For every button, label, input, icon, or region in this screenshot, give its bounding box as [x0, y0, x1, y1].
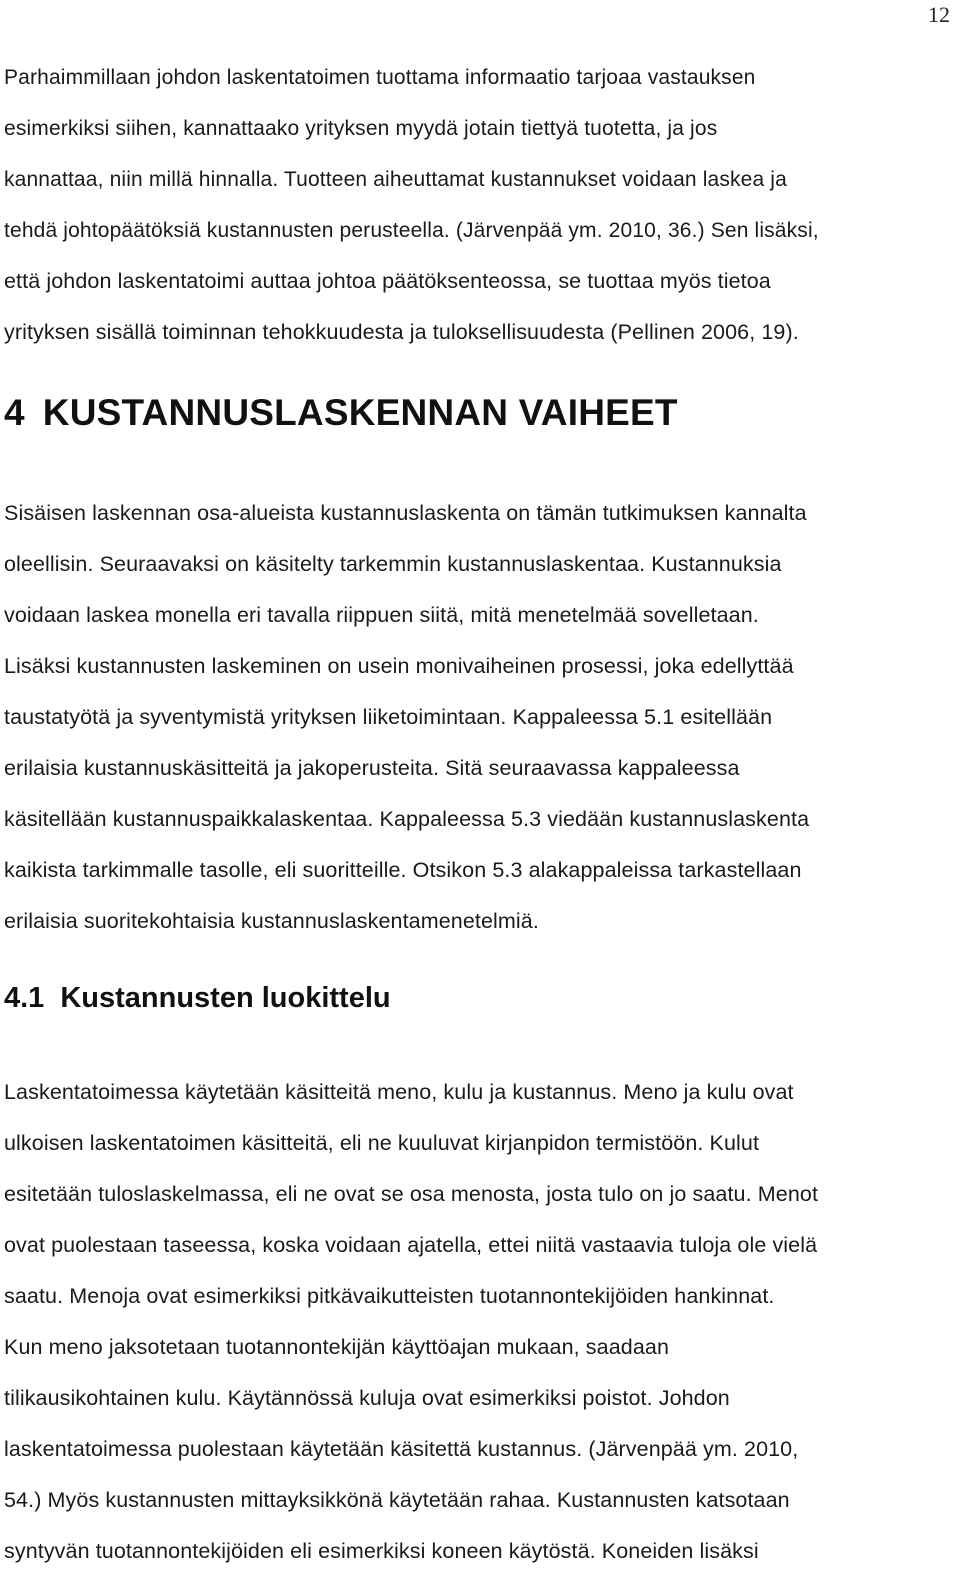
text-line: esitetään tuloslaskelmassa, eli ne ovat se osa menosta, josta tulo on jo saatu. Menot: [4, 1182, 819, 1206]
text-line: käsitellään kustannuspaikkalaskentaa. Kappaleessa 5.3 viedään kustannuslaskenta: [4, 807, 810, 831]
text-line: esimerkiksi siihen, kannattaako yrityksen myydä jotain tiettyä tuotetta, ja jos: [4, 117, 718, 140]
text-line: ovat puolestaan taseessa, koska voidaan ajatella, ettei niitä vastaavia tuloja ole vielä: [4, 1233, 818, 1257]
text-line: tilikausikohtainen kulu. Käytännössä kuluja ovat esimerkiksi poistot. Johdon: [4, 1386, 730, 1410]
text-line: kaikista tarkimmalle tasolle, eli suoritteille. Otsikon 5.3 alakappaleissa tarkastellaan: [4, 858, 802, 882]
text-line: Parhaimmillaan johdon laskentatoimen tuottama informaatio tarjoaa vastauksen: [4, 66, 756, 89]
text-line: saatu. Menoja ovat esimerkiksi pitkävaikutteisten tuotannontekijöiden hankinnat.: [4, 1284, 775, 1308]
text-line: syntyvän tuotannontekijöiden eli esimerkiksi koneen käytöstä. Koneiden lisäksi: [4, 1539, 759, 1563]
text-line: oleellisin. Seuraavaksi on käsitelty tarkemmin kustannuslaskentaa. Kustannuksia: [4, 552, 782, 576]
text-line: kannattaa, niin millä hinnalla. Tuotteen aiheuttamat kustannukset voidaan laskea ja: [4, 168, 787, 191]
text-line: tehdä johtopäätöksiä kustannusten perusteella. (Järvenpää ym. 2010, 36.) Sen lisäksi,: [4, 219, 819, 242]
text-line: että johdon laskentatoimi auttaa johtoa päätöksenteossa, se tuottaa myös tietoa: [4, 269, 771, 293]
subsection-heading: [4, 982, 391, 1015]
section-heading: [4, 392, 678, 434]
subsection-number: 4.1: [4, 982, 45, 1014]
text-line: erilaisia kustannuskäsitteitä ja jakoperusteita. Sitä seuraavassa kappaleessa: [4, 756, 740, 780]
text-line: taustatyötä ja syventymistä yrityksen liiketoimintaan. Kappaleessa 5.1 esitellään: [4, 705, 773, 729]
subsection-title: Kustannusten luokittelu: [60, 982, 391, 1014]
section-number: 4: [4, 392, 25, 433]
text-line: Kun meno jaksotetaan tuotannontekijän käyttöajan mukaan, saadaan: [4, 1335, 670, 1359]
text-line: yrityksen sisällä toiminnan tehokkuudesta ja tuloksellisuudesta (Pellinen 2006, 19).: [4, 320, 799, 344]
intro-paragraph: [4, 52, 954, 256]
text-line: laskentatoimessa puolestaan käytetään käsitettä kustannus. (Järvenpää ym. 2010,: [4, 1437, 799, 1461]
subsection-paragraph: [4, 1067, 954, 1577]
text-line: Laskentatoimessa käytetään käsitteitä meno, kulu ja kustannus. Meno ja kulu ovat: [4, 1080, 794, 1104]
page-number: 12: [928, 2, 950, 27]
text-line: Sisäisen laskennan osa-alueista kustannuslaskenta on tämän tutkimuksen kannalta: [4, 501, 807, 525]
section-title: KUSTANNUSLASKENNAN VAIHEET: [42, 392, 678, 433]
text-line: Lisäksi kustannusten laskeminen on usein monivaiheinen prosessi, joka edellyttää: [4, 654, 794, 678]
intro-paragraph-continued: [4, 256, 954, 358]
section-paragraph: [4, 488, 954, 947]
text-line: ulkoisen laskentatoimen käsitteitä, eli ne kuuluvat kirjanpidon termistöön. Kulut: [4, 1131, 760, 1155]
text-line: erilaisia suoritekohtaisia kustannuslaskentamenetelmiä.: [4, 909, 539, 933]
text-line: voidaan laskea monella eri tavalla riippuen siitä, mitä menetelmää sovelletaan.: [4, 603, 759, 627]
text-line: 54.) Myös kustannusten mittayksikkönä käytetään rahaa. Kustannusten katsotaan: [4, 1488, 790, 1512]
